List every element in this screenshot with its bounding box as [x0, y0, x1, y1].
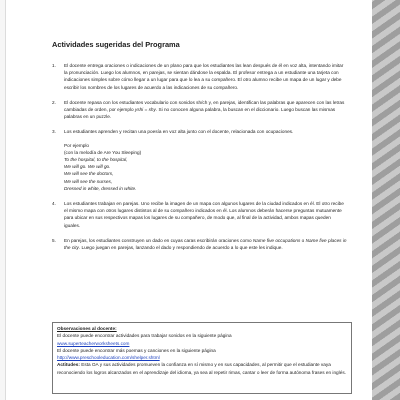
example-phrase: Name five places in the city	[64, 237, 347, 251]
activity-text: Los estudiantes trabajan en parejas. Uno recibe la imagen de un mapa con algunos lugares de la ciudad indicados en él. El otro recibe el mismo mapa con otros lugares distintos al de su compañero indicados en él. Los alumnos deberán hacerse preguntas mutuamente para ubicar en sus respectivos mapas los lugares de su compañero, de modo que, al final de la actividad, ambos mapas queden iguales.	[64, 201, 344, 228]
activity-text: El docente entrega oraciones o indicaciones de un plano para que los estudiantes las lean después de él en voz alta, intentando imitar la pronunciación. Luego los alumnos, en parejas, se sientan dándose la espalda. El profesor entrega a un estudiante una tarjeta con indicaciones simples sobre cómo llegar a un lugar para que lo lea a su compañero. El otro alumno recibe un mapa de un lugar y debe escribir los nombres de los lugares de acuerdo a las indicaciones de su compañero.	[64, 63, 344, 90]
example-label: Por ejemplo	[64, 142, 90, 148]
poem-line: Dressed in white, dressed in white.	[64, 185, 137, 191]
link-superteacherworksheets[interactable]: www.superteacherworksheets.com	[57, 340, 130, 346]
activity-item-4	[52, 200, 348, 229]
notes-line: El docente puede encontrar actividades para trabajar sonidos en la siguiente página	[57, 333, 232, 339]
attitudes-paragraph	[57, 361, 347, 376]
page-left-edge	[0, 0, 6, 400]
example-word: yshi = shy	[134, 107, 156, 113]
teacher-notes-box	[52, 322, 352, 394]
link-preschooleducation[interactable]: http://www.preschooleducation.com/shelper.shtml	[57, 355, 160, 361]
notes-line: El docente puede encontrar más poemas y canciones en la siguiente página	[57, 347, 216, 353]
activities-section	[52, 40, 348, 259]
attitudes-label: Actitudes:	[57, 362, 80, 368]
activity-item-1	[52, 62, 348, 91]
example-phrase: Name five occupations	[252, 237, 301, 243]
page-title: Actividades sugeridas del Programa	[52, 40, 180, 49]
activity-item-3	[52, 128, 348, 192]
poem-block	[64, 142, 348, 192]
poem-line: We will see the nurses,	[64, 178, 113, 184]
activity-text-part: . Luego juegan en parejas, lanzando el dado y respondiendo de acuerdo a lo que este les indique.	[78, 245, 283, 251]
activity-number: 2.	[52, 99, 56, 105]
activity-text-part: . Si no conocen alguna palabra, la buscan en el diccionario. Luego buscan las mismas palabras en un puzzle.	[64, 107, 336, 120]
activity-text-part: En parejas, los estudiantes construyen un dado en cuyas caras escribirán oraciones como	[64, 237, 253, 243]
activity-text-part: o	[300, 237, 306, 243]
activity-text: Los estudiantes aprenden y recitan una poesía en voz alta junto con el docente, relacionada con ocupaciones.	[64, 129, 294, 135]
activity-number: 4.	[52, 201, 56, 207]
poem-line: We will see the doctors,	[64, 171, 114, 177]
activity-item-5	[52, 237, 348, 251]
poem-line: To the hospital, to the hospital,	[64, 157, 128, 163]
decorative-side-stripe	[372, 0, 400, 400]
activity-number: 5.	[52, 237, 56, 243]
activity-text	[64, 237, 348, 251]
activity-number: 1.	[52, 63, 56, 68]
activity-body	[64, 128, 348, 192]
activity-number: 3.	[52, 129, 56, 135]
notes-title: Observaciones al docente:	[57, 326, 117, 331]
activity-text-part: El docente repasa con los estudiantes vocabulario con sonidos sh/ch y, en parejas, identifican las palabras que aparecen con las letras cambiadas de orden, por ejemplo	[64, 99, 345, 113]
activity-item-2	[52, 99, 348, 121]
poem-line: We will go. We will go.	[64, 164, 111, 170]
attitudes-text: Esta OA y sus actividades promueven la confianza en sí mismo y en sus capacidades, al permitir que el estudiante vaya reconociendo los logros alcanzados en el aprendizaje del idioma, ya sea al repetir rimas, cantar o leer de forma autónoma frases en inglés.	[57, 362, 346, 375]
activity-text	[64, 99, 348, 121]
melody-note: (con la melodía de Are You Sleeping)	[64, 149, 142, 155]
